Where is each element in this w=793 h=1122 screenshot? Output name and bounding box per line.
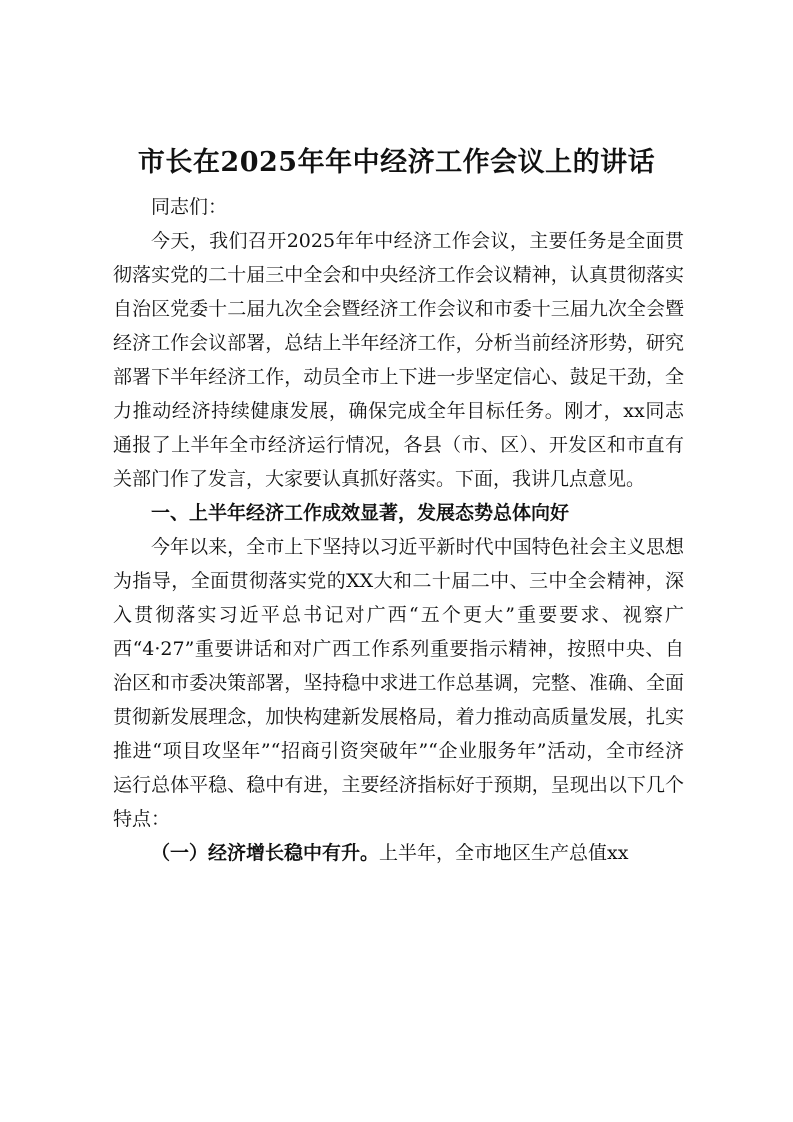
section-1-paragraph: 今年以来，全市上下坚持以习近平新时代中国特色社会主义思想为指导，全面贯彻落实党的XX大和二十届二中、三中全会精神，深入贯彻落实习近平总书记对广西“五个更大”重要要求、视察广西“4·27”重要讲话和对广西工作系列重要指示精神，按照中央、自治区和市委决策部署，坚持稳中求进工作总基调，完整、准确、全面贯彻新发展理念，加快构建新发展格局，着力推动高质量发展，扎实推进“项目攻坚年”“招商引资突破年”“企业服务年”活动，全市经济运行总体平稳、稳中有进，主要经济指标好于预期，呈现出以下几个特点： [113, 536, 684, 830]
document-title: 市长在2025年年中经济工作会议上的讲话 [137, 147, 656, 178]
subsection-1-paragraph [113, 836, 684, 870]
section-heading-1: 一、上半年经济工作成效显著，发展态势总体向好 [151, 502, 570, 524]
opening-paragraph: 今天，我们召开2025年年中经济工作会议，主要任务是全面贯彻落实党的二十届三中全会和中央经济工作会议精神，认真贯彻落实自治区党委十二届九次全会暨经济工作会议和市委十三届九次全会暨经济工作会议部署，总结上半年经济工作，分析当前经济形势，研究部署下半年经济工作，动员全市上下进一步坚定信心、鼓足干劲，全力推动经济持续健康发展，确保完成全年目标任务。刚才，xx同志通报了上半年全市经济运行情况，各县（市、区）、开发区和市直有关部门作了发言，大家要认真抓好落实。下面，我讲几点意见。 [113, 230, 684, 490]
subsection-text: 上半年，全市地区生产总值xx [379, 842, 629, 864]
document-body [113, 190, 684, 870]
salutation: 同志们： [151, 196, 228, 218]
subsection-label: （一）经济增长稳中有升。 [151, 842, 380, 864]
